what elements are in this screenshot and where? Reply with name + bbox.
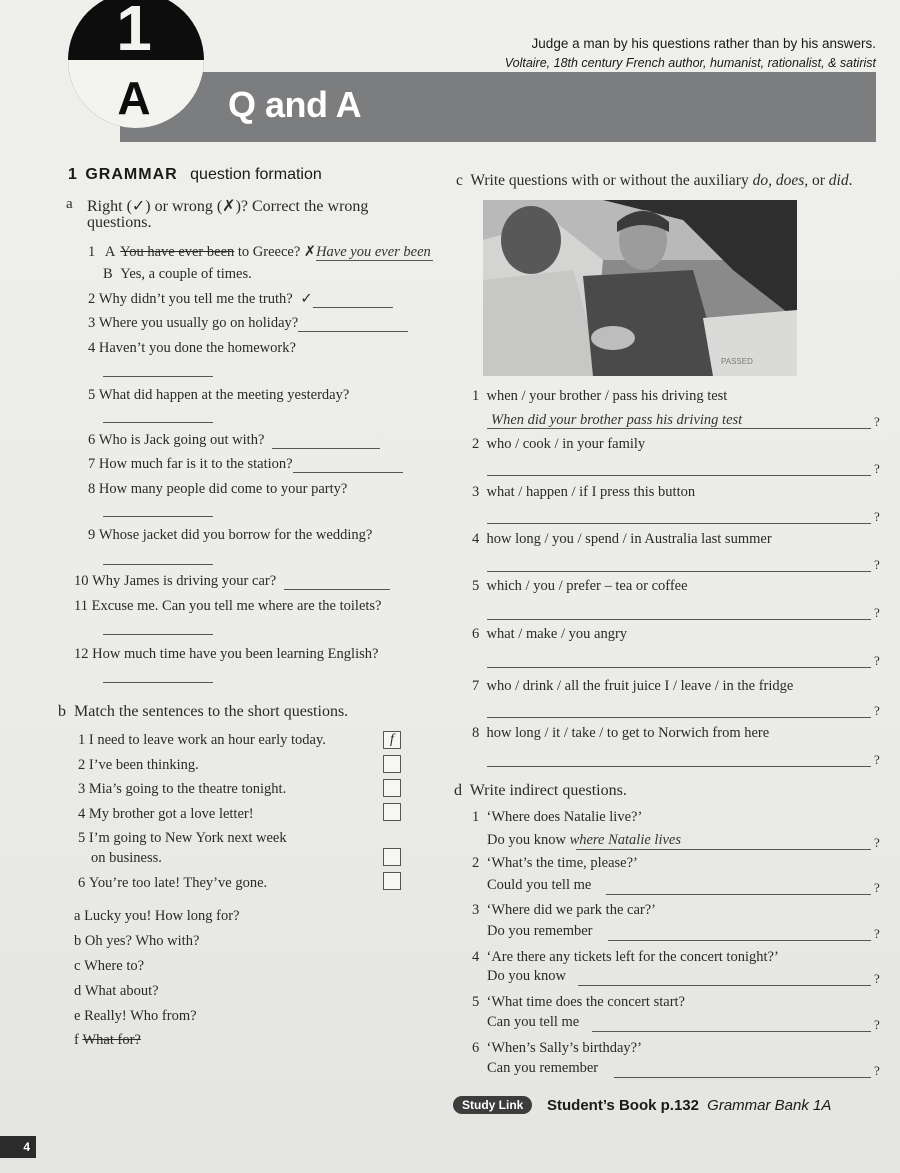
answer-line[interactable] <box>592 1031 871 1032</box>
question-mark: ? <box>874 653 880 668</box>
part-d-stem-6: Can you remember <box>487 1060 599 1076</box>
page-number: 4 <box>0 1136 36 1158</box>
section-number: 1 <box>68 166 77 183</box>
short-question-e: e Really! Who from? <box>74 1008 197 1024</box>
question-mark: ? <box>874 926 880 941</box>
short-question-b: b Oh yes? Who with? <box>74 933 200 949</box>
answer-line[interactable] <box>608 940 871 941</box>
part-d-item-2: 2 ‘What’s the time, please?’ <box>472 855 638 871</box>
part-d-item-5: 5 ‘What time does the concert start? <box>472 994 685 1010</box>
part-a-item-9: 9 Whose jacket did you borrow for the wedding? <box>88 527 373 543</box>
part-c-item-3: 3 what / happen / if I press this button <box>472 484 696 500</box>
answer-blank[interactable] <box>103 682 213 683</box>
question-mark: ? <box>874 605 880 620</box>
part-d-item-3: 3 ‘Where did we park the car?’ <box>472 902 656 918</box>
match-box-6[interactable] <box>383 872 401 890</box>
part-b-instruction: b Match the sentences to the short questions. <box>58 703 349 720</box>
question-mark: ? <box>874 1017 880 1032</box>
answer-line[interactable] <box>487 523 871 524</box>
lesson-title: Q and A <box>228 84 362 125</box>
answer-line[interactable] <box>487 717 871 718</box>
part-a-item-10: 10 Why James is driving your car? <box>74 573 390 590</box>
part-a-item-12: 12 How much time have you been learning English? <box>74 646 379 662</box>
answer-blank[interactable] <box>103 422 213 423</box>
question-mark: ? <box>874 509 880 524</box>
part-d-stem-1: Do you know where Natalie lives <box>487 832 681 848</box>
short-question-c: c Where to? <box>74 958 145 974</box>
part-c-item-6: 6 what / make / you angry <box>472 626 628 642</box>
answer-blank[interactable] <box>103 564 213 565</box>
part-a-instruction: Right (✓) or wrong (✗)? Correct the wrong <box>87 198 369 215</box>
match-sentence-5: 5 I’m going to New York next week <box>78 830 287 846</box>
answer-line[interactable] <box>487 571 871 572</box>
part-a-item-11: 11 Excuse me. Can you tell me where are the toilets? <box>74 598 382 614</box>
question-mark: ? <box>874 971 880 986</box>
match-sentence-5-cont: on business. <box>91 850 162 866</box>
photo-sign-text: PASSED <box>721 357 753 366</box>
part-a-item-2: 2 Why didn’t you tell me the truth? ✓ <box>88 291 393 308</box>
match-sentence-6: 6 You’re too late! They’ve gone. <box>78 875 268 891</box>
question-mark: ? <box>874 414 880 429</box>
answer-blank[interactable] <box>313 293 393 308</box>
part-d-item-6: 6 ‘When’s Sally’s birthday?’ <box>472 1040 642 1056</box>
part-d-stem-4: Do you know <box>487 968 566 984</box>
answer-line[interactable] <box>487 428 871 429</box>
photo-illustration <box>483 200 797 376</box>
section-topic: question formation <box>190 166 322 183</box>
answer-line[interactable] <box>487 619 871 620</box>
wrong-mark: ✗ <box>303 244 317 260</box>
match-box-2[interactable] <box>383 755 401 773</box>
question-mark: ? <box>874 461 880 476</box>
match-sentence-2: 2 I’ve been thinking. <box>78 757 199 773</box>
book-reference: Student’s Book p.132 Grammar Bank 1A <box>547 1097 832 1114</box>
part-a-letter: a <box>66 196 73 212</box>
question-mark: ? <box>874 1063 880 1078</box>
answer-blank[interactable] <box>284 575 390 590</box>
question-mark: ? <box>874 557 880 572</box>
answer-blank[interactable] <box>103 376 213 377</box>
part-c-item-8: 8 how long / it / take / to get to Norwich from here <box>472 725 770 741</box>
answer-blank[interactable] <box>293 458 403 473</box>
part-a-item-7: 7 How much far is it to the station? <box>88 456 403 473</box>
part-d-stem-2: Could you tell me <box>487 877 592 893</box>
part-d-stem-3: Do you remember <box>487 923 593 939</box>
answer-blank[interactable] <box>298 317 408 332</box>
match-box-3[interactable] <box>383 779 401 797</box>
part-a-item-3: 3 Where you usually go on holiday? <box>88 315 408 332</box>
part-d-instruction: d Write indirect questions. <box>454 782 627 799</box>
question-mark: ? <box>874 835 880 850</box>
match-sentence-3: 3 Mia’s going to the theatre tonight. <box>78 781 287 797</box>
part-a-instruction-2: questions. <box>87 214 152 231</box>
answer-line[interactable] <box>614 1077 871 1078</box>
answer-line[interactable] <box>487 475 871 476</box>
part-d-stem-5: Can you tell me <box>487 1014 580 1030</box>
match-box-5[interactable] <box>383 848 401 866</box>
answer-line[interactable] <box>487 766 871 767</box>
answer-blank[interactable] <box>103 516 213 517</box>
driving-test-photo <box>483 200 797 376</box>
answer-line[interactable] <box>578 985 871 986</box>
part-a-item-1: 1 A You have ever been to Greece? ✗Have you ever been <box>88 244 431 260</box>
part-a-item-5: 5 What did happen at the meeting yesterday? <box>88 387 350 403</box>
match-box-1[interactable]: f <box>383 731 401 749</box>
part-c-item-4: 4 how long / you / spend / in Australia last summer <box>472 531 772 547</box>
match-sentence-4: 4 My brother got a love letter! <box>78 806 254 822</box>
part-a-item-6: 6 Who is Jack going out with? <box>88 432 380 449</box>
unit-number: 1 <box>116 0 152 64</box>
section-heading <box>68 166 322 184</box>
part-c-item-7: 7 who / drink / all the fruit juice I / leave / in the fridge <box>472 678 794 694</box>
part-c-item-5: 5 which / you / prefer – tea or coffee <box>472 578 688 594</box>
answer-line[interactable] <box>487 667 871 668</box>
question-mark: ? <box>874 703 880 718</box>
study-link-label: Study Link <box>462 1098 524 1112</box>
match-sentence-1: 1 I need to leave work an hour early today. <box>78 732 326 748</box>
short-question-d: d What about? <box>74 983 159 999</box>
quote-author: Voltaire, 18th century French author, humanist, rationalist, & satirist <box>504 56 876 70</box>
part-a-item-1b: B Yes, a couple of times. <box>103 266 252 282</box>
answer-blank[interactable] <box>272 434 380 449</box>
item-1-correction[interactable]: Have you ever been <box>316 244 431 260</box>
answer-line[interactable] <box>576 849 871 850</box>
part-a-item-8: 8 How many people did come to your party? <box>88 481 348 497</box>
short-question-a: a Lucky you! How long for? <box>74 908 240 924</box>
part-c-item-2: 2 who / cook / in your family <box>472 436 646 452</box>
short-question-f: f What for? <box>74 1032 141 1048</box>
part-d-item-1: 1 ‘Where does Natalie live?’ <box>472 809 643 825</box>
match-box-4[interactable] <box>383 803 401 821</box>
part-c-answer-1[interactable]: When did your brother pass his driving test <box>491 412 743 428</box>
question-mark: ? <box>874 880 880 895</box>
part-d-answer-1[interactable]: where Natalie lives <box>569 832 681 848</box>
part-a-item-4: 4 Haven’t you done the homework? <box>88 340 296 356</box>
study-link-badge[interactable] <box>453 1096 532 1114</box>
unit-letter: A <box>117 72 151 124</box>
part-c-item-1: 1 when / your brother / pass his driving test <box>472 388 728 404</box>
part-d-item-4: 4 ‘Are there any tickets left for the concert tonight?’ <box>472 949 779 965</box>
section-name: GRAMMAR <box>85 166 178 183</box>
answer-blank[interactable] <box>103 634 213 635</box>
quote: Judge a man by his questions rather than by his answers. <box>531 36 876 51</box>
part-c-instruction: c Write questions with or without the auxiliary do, does, or did. <box>456 172 853 189</box>
answer-line[interactable] <box>606 894 871 895</box>
question-mark: ? <box>874 752 880 767</box>
check-mark: ✓ <box>300 291 313 307</box>
